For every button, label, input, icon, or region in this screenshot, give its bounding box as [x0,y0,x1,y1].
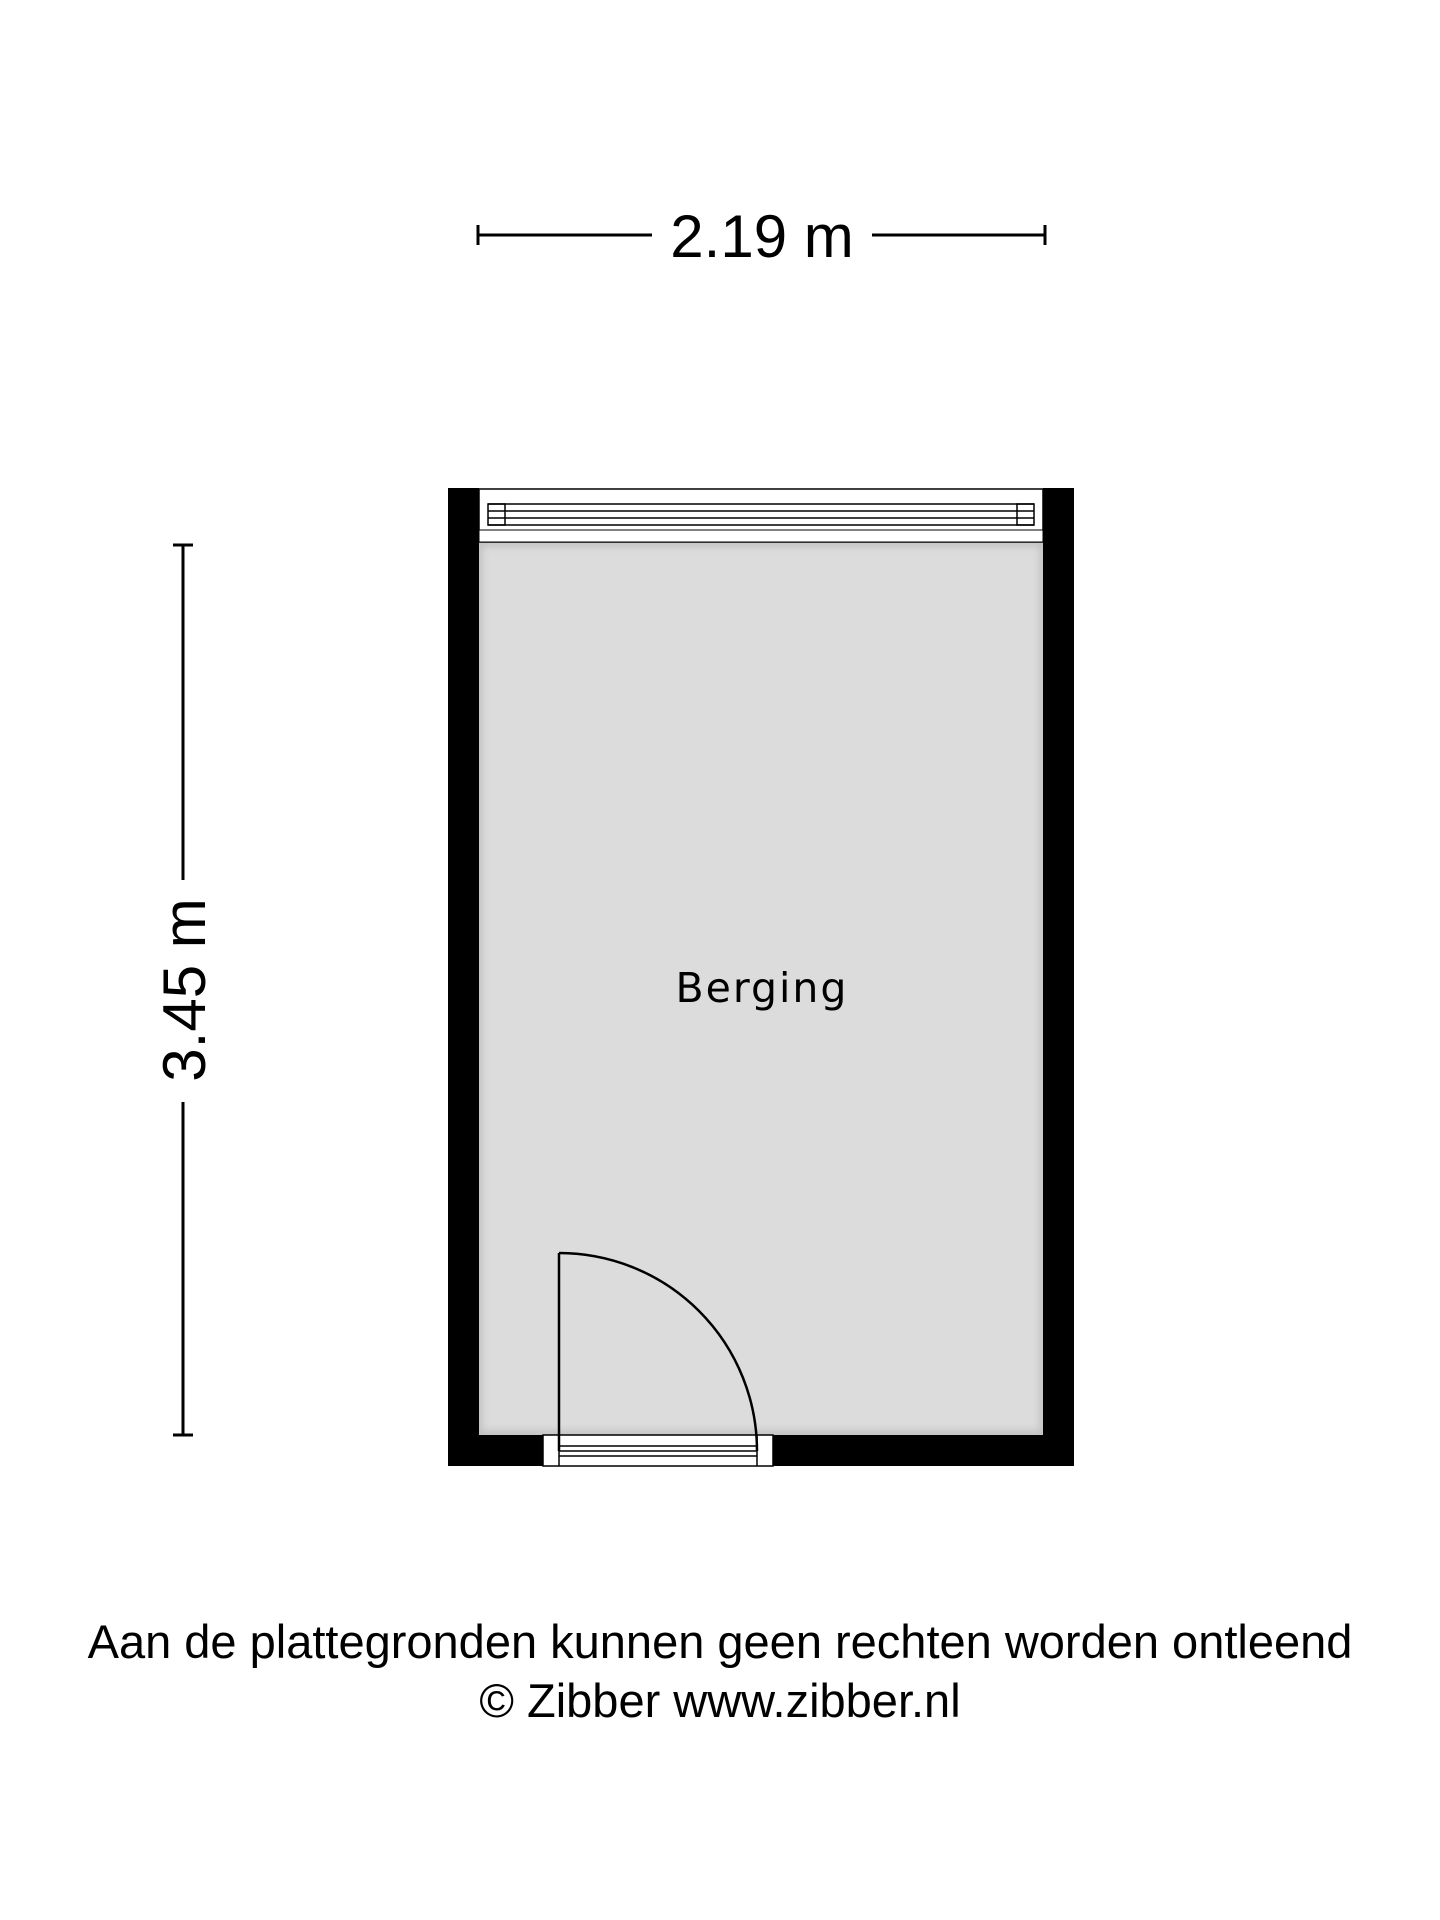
door-threshold [543,1435,773,1466]
height-label: 3.45 m [151,898,218,1082]
width-dimension [478,203,1045,270]
width-label: 2.19 m [670,203,854,270]
copyright-text: © Zibber www.zibber.nl [479,1674,961,1727]
room-label: Berging [675,964,849,1012]
window [479,489,1043,542]
height-dimension [151,545,218,1435]
disclaimer-text: Aan de plattegronden kunnen geen rechten worden ontleend [87,1615,1353,1668]
